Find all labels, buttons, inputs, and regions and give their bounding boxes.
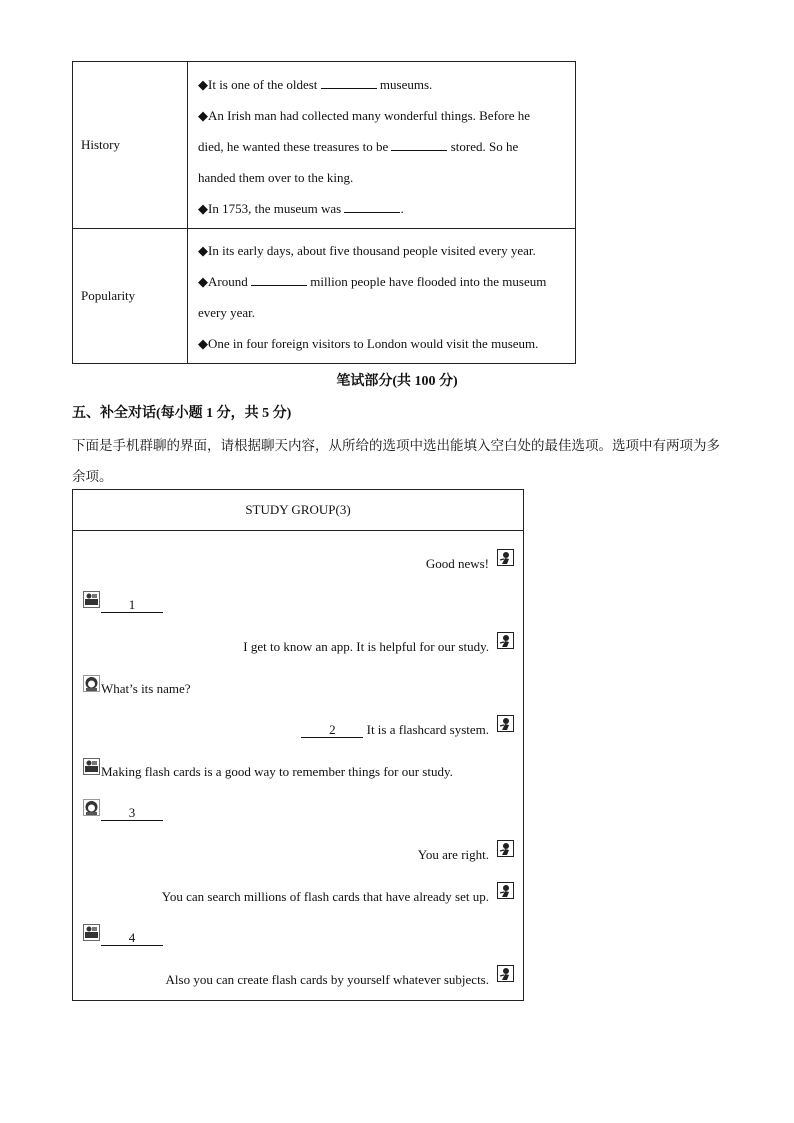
chat-message — [101, 597, 163, 613]
student-icon — [497, 715, 514, 732]
student-icon — [497, 840, 514, 857]
answer-blank — [321, 77, 377, 89]
content-line: ◆One in four foreign visitors to London would visit the museum. — [198, 336, 539, 351]
section-title: 五、补全对话(每小题 1 分，共 5 分) — [72, 406, 292, 421]
content-line: every year. — [198, 305, 256, 320]
chat-message: You are right. — [417, 847, 489, 862]
chat-title: STUDY GROUP(3) — [73, 490, 523, 531]
content-line: died, he wanted these treasures to be stored. So he — [198, 138, 519, 154]
student-icon — [497, 882, 514, 899]
content-line: ◆In 1753, the museum was . — [198, 200, 404, 216]
content-line: ◆Around million people have flooded into the museum — [198, 274, 547, 289]
row-content — [188, 229, 576, 364]
chat-message: What’s its name? — [101, 681, 191, 696]
answer-blank-1: 1 — [101, 598, 163, 613]
row-label: Popularity — [73, 229, 188, 364]
chat-window — [72, 489, 524, 1001]
table-row — [73, 62, 576, 229]
reader-icon — [83, 758, 100, 775]
reader-icon — [83, 591, 100, 608]
content-line: handed them over to the king. — [198, 169, 354, 185]
answer-blank — [391, 139, 447, 151]
instructions: 下面是手机群聊的界面，请根据聊天内容，从所给的选项中选出能填入空白处的最佳选项。选项中有两项为多余项。 — [72, 438, 720, 484]
content-line: ◆An Irish man had collected many wonderful things. Before he — [198, 107, 531, 123]
girl-icon — [83, 799, 100, 816]
info-table — [72, 61, 576, 364]
reader-icon — [83, 924, 100, 941]
student-icon — [497, 632, 514, 649]
chat-message — [101, 930, 163, 946]
row-content — [188, 62, 576, 229]
chat-message — [101, 805, 163, 821]
student-icon — [497, 965, 514, 982]
content-line: ◆It is one of the oldest museums. — [198, 76, 433, 92]
student-icon — [497, 549, 514, 566]
content-line: ◆In its early days, about five thousand people visited every year. — [198, 243, 536, 258]
exam-section-heading: 笔试部分(共 100 分) — [336, 374, 458, 389]
girl-icon — [83, 675, 100, 692]
chat-message: Good news! — [425, 556, 489, 571]
chat-message: Also you can create flash cards by yourself whatever subjects. — [165, 972, 489, 987]
answer-blank-3: 3 — [101, 806, 163, 821]
chat-message: 2 It is a flashcard system. — [301, 722, 489, 738]
row-label: History — [73, 62, 188, 229]
chat-message: You can search millions of flash cards that have already set up. — [161, 889, 489, 904]
answer-blank — [344, 201, 400, 213]
table-row — [73, 229, 576, 364]
answer-blank — [251, 274, 307, 286]
chat-message: I get to know an app. It is helpful for our study. — [243, 639, 489, 654]
chat-message: Making flash cards is a good way to remember things for our study. — [101, 764, 453, 779]
answer-blank-2: 2 — [301, 723, 363, 738]
answer-blank-4: 4 — [101, 931, 163, 946]
